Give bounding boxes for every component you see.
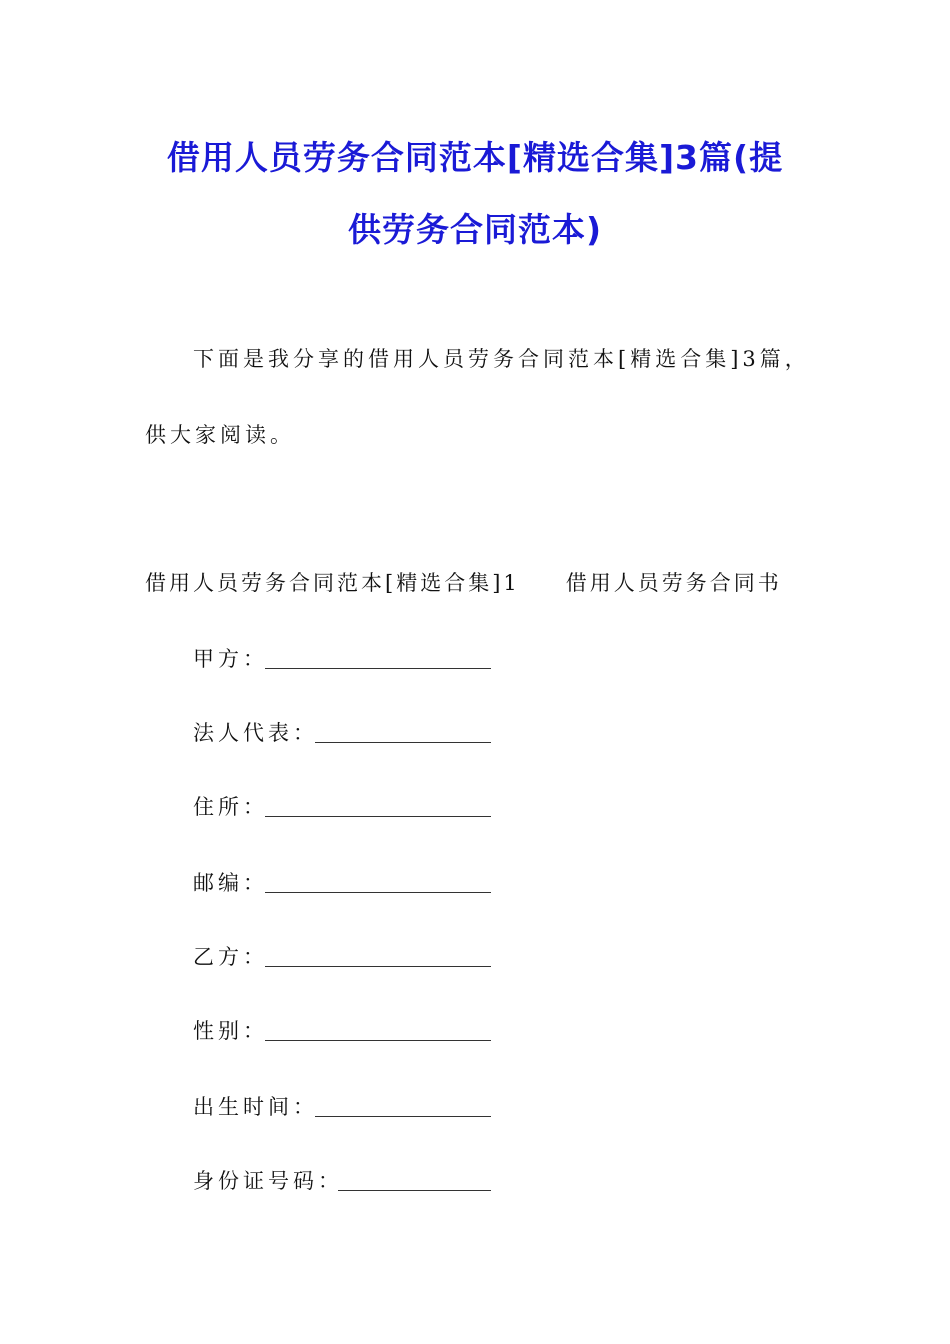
blank-line — [265, 892, 491, 893]
intro-paragraph-line-1: 下面是我分享的借用人员劳务合同范本[精选合集]3篇， — [193, 347, 810, 371]
field-legal-representative — [193, 718, 493, 748]
blank-line — [265, 816, 491, 817]
field-label: 乙方： — [193, 945, 268, 969]
field-birth-date — [193, 1092, 493, 1122]
field-party-b — [193, 942, 493, 972]
field-address — [193, 792, 493, 822]
blank-line — [338, 1190, 491, 1191]
document-title-line-1: 借用人员劳务合同范本[精选合集]3篇(提 — [166, 138, 784, 177]
field-party-a — [193, 644, 493, 674]
section-heading: 借用人员劳务合同范本[精选合集]1 — [145, 571, 520, 595]
blank-line — [265, 1040, 491, 1041]
field-label: 住所： — [193, 795, 268, 819]
field-label: 邮编： — [193, 871, 268, 895]
field-postal-code — [193, 868, 493, 898]
field-label: 法人代表： — [193, 721, 318, 745]
blank-line — [315, 742, 491, 743]
section-heading-row — [145, 568, 782, 598]
section-subheading: 借用人员劳务合同书 — [565, 571, 782, 595]
field-label: 性别： — [193, 1019, 268, 1043]
field-label: 身份证号码： — [193, 1169, 343, 1193]
blank-line — [265, 966, 491, 967]
blank-line — [265, 668, 491, 669]
document-title-line-2: 供劳务合同范本) — [347, 210, 603, 249]
field-gender — [193, 1016, 493, 1046]
field-label: 甲方： — [193, 647, 268, 671]
blank-line — [315, 1116, 491, 1117]
intro-paragraph-line-2: 供大家阅读。 — [145, 423, 295, 447]
field-id-number — [193, 1166, 493, 1196]
field-label: 出生时间： — [193, 1095, 318, 1119]
